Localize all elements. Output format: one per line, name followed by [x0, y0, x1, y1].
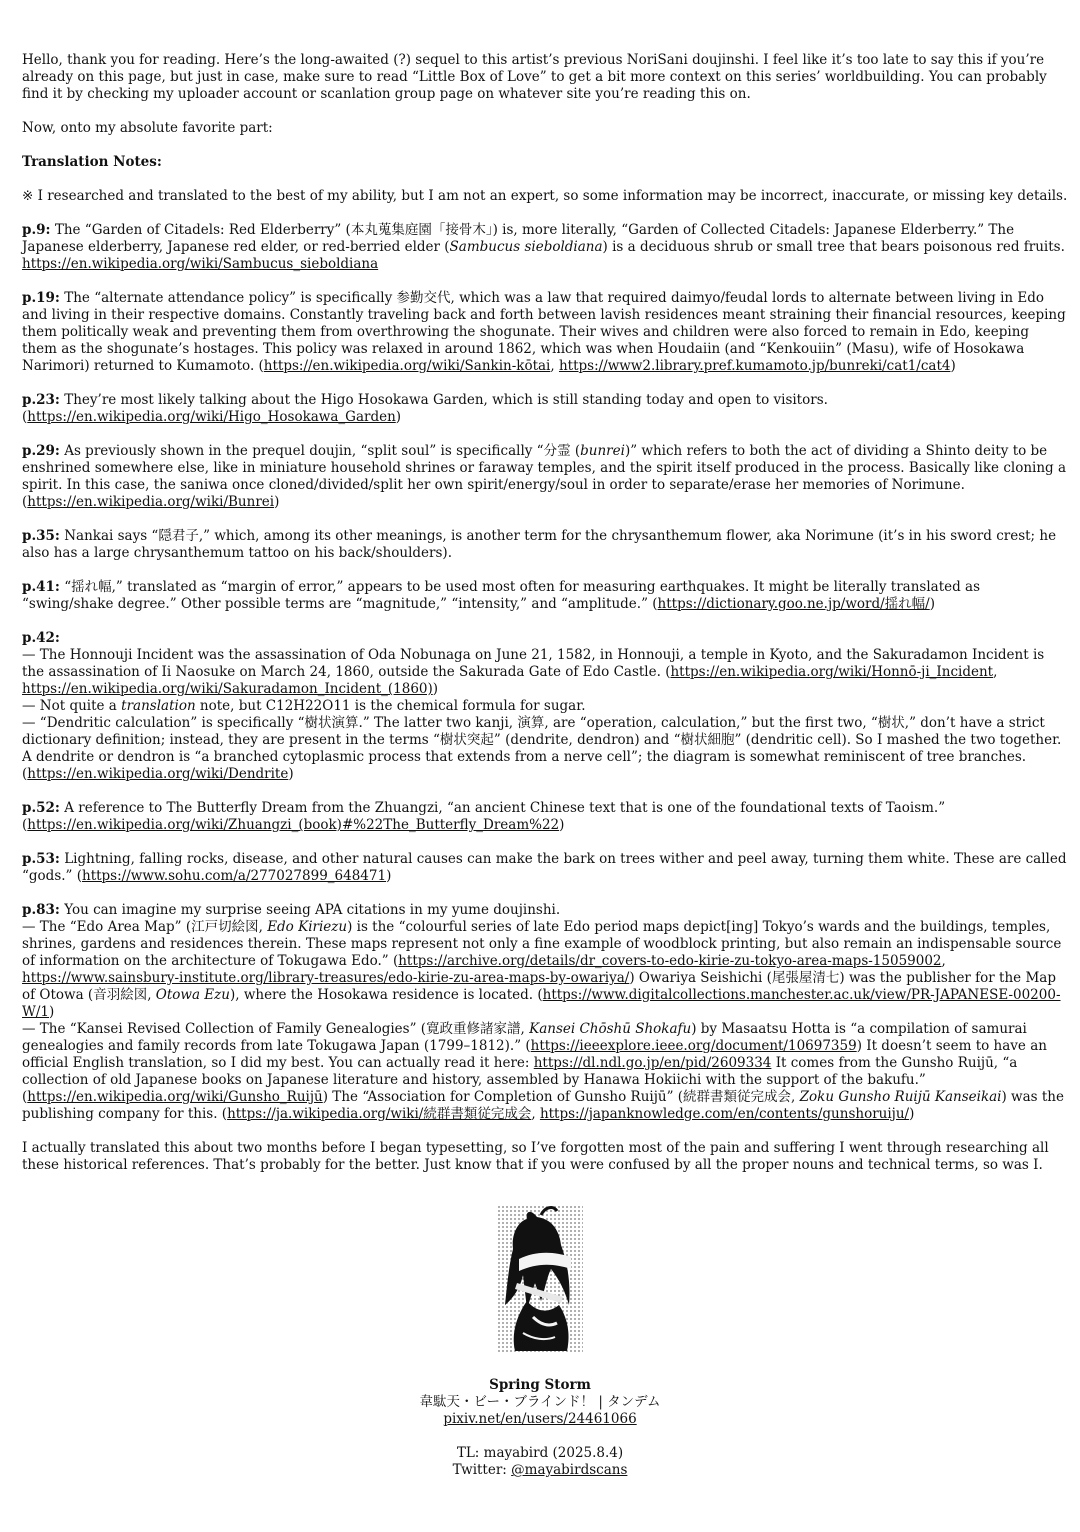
note-italic: Kansei Chōshū Shokafu	[529, 1021, 692, 1037]
note-text: ) The “Association for Completion of Gunsho Ruijū” (続群書類従完成会,	[322, 1089, 800, 1105]
link-bunrei[interactable]: https://en.wikipedia.org/wiki/Bunrei	[27, 494, 275, 510]
note-label: p.29:	[22, 443, 60, 459]
note-label: p.41:	[22, 579, 60, 595]
link-manchester-collections[interactable]: https://www.digitalcollections.manchester.ac.uk/view/PR-JAPANESE-00200-W/1	[22, 987, 1061, 1020]
note-label: p.35:	[22, 528, 60, 544]
link-sakuradamon-incident[interactable]: https://en.wikipedia.org/wiki/Sakuradamon_Incident_(1860)	[22, 681, 433, 697]
link-zhuangzi[interactable]: https://en.wikipedia.org/wiki/Zhuangzi_(book)#%22The_Butterfly_Dream%22	[27, 817, 560, 833]
note-text: )	[559, 817, 565, 833]
link-archive-edo-maps[interactable]: https://archive.org/details/dr_covers-to-edo-kirie-zu-tokyo-area-maps-15059002	[398, 953, 942, 969]
link-dendrite[interactable]: https://en.wikipedia.org/wiki/Dendrite	[27, 766, 289, 782]
link-hosokawa-garden[interactable]: https://en.wikipedia.org/wiki/Higo_Hosokawa_Garden	[27, 409, 396, 425]
note-text: It comes from the Gunsho Ruijū, “a collection of old Japanese books on Japanese literature and history, assembled by Hanawa Hokiichi with the support of the bakufu.” (	[22, 1055, 1018, 1105]
closing-paragraph: I actually translated this about two months before I began typesetting, so I’ve forgotten most of the pain and suffering I went through researching all these historical references. That’s probably for the better. Just know that if you were confused by all the proper nouns and technical terms, so was I.	[22, 1140, 1049, 1173]
note-text: ) by Masaatsu Hotta is “a compilation of samurai genealogies and family records from late Tokugawa Japan (1799–1812).” (	[22, 1021, 1027, 1054]
translator-credit: TL: mayabird (2025.8.4)	[456, 1445, 624, 1461]
note-text: ) Owariya Seishichi (尾張屋清七) was the publisher for the Map of Otowa (音羽絵図,	[22, 970, 1056, 1003]
note-p52	[22, 800, 1068, 834]
note-italic: translation	[121, 698, 196, 714]
note-text: ) is a deciduous shrub or small tree that bears poisonous red fruits.	[602, 239, 1065, 255]
note-text: — “Dendritic calculation” is specifically “樹状演算.” The latter two kanji, 演算, are “operation, calculation,” but the first two, “樹状,” don’t have a strict dictionary definition; instead, they are present in the terms “樹状突起” (dendrite, dendron) and “樹状細胞” (dendritic cell). So I mashed the two together. A dendrite or dendron is “a branched cytoplasmic process that extends from a nerve cell”; the diagram is somewhat reminiscent of tree branches. (	[22, 715, 1062, 782]
note-text: ,	[993, 664, 998, 680]
note-text: — The “Kansei Revised Collection of Family Genealogies” (寛政重修諸家譜,	[22, 1021, 530, 1037]
link-japanknowledge[interactable]: https://japanknowledge.com/en/contents/gunshoruiju/	[539, 1106, 910, 1122]
notes-heading-text: Translation Notes:	[22, 154, 162, 170]
note-p53	[22, 851, 1068, 885]
circle-name: Spring Storm	[489, 1377, 591, 1393]
note-text: — The “Edo Area Map” (江戸切絵図,	[22, 919, 268, 935]
note-text: You can imagine my surprise seeing APA citations in my yume doujinshi.	[59, 902, 561, 918]
note-text: The “alternate attendance policy” is specifically 参勤交代, which was a law that required daimyo/feudal lords to alternate between living in Edo and living in their respective domains. Constantly traveling back and forth between lavish residences meant straining their financial resources, keeping them politically weak and preventing them from overthrowing the shogunate. Their wives and children were also forced to remain in Edo, keeping them as the shogunate’s hostages. This policy was relaxed in around 1862, which was when Houdaiin (and “Kenkouiin” (Masu), wife of Hosokawa Narimori) returned to Kumamoto. (	[22, 290, 1066, 374]
link-sankin-kotai[interactable]: https://en.wikipedia.org/wiki/Sankin-kōtai	[263, 358, 551, 374]
note-text: )	[274, 494, 280, 510]
note-label: p.53:	[22, 851, 60, 867]
onto-paragraph: Now, onto my absolute favorite part:	[22, 120, 273, 136]
note-text: They’re most likely talking about the Higo Hosokawa Garden, which is still standing today and open to visitors. (	[22, 392, 828, 425]
note-italic: bunrei	[580, 443, 625, 459]
note-text: )	[950, 358, 956, 374]
character-illustration	[497, 1205, 583, 1353]
translation-notes-document	[22, 52, 1068, 1191]
note-p19	[22, 290, 1068, 375]
note-text: ) was the publishing company for this. (	[22, 1089, 1064, 1122]
note-text: ) is the “colourful series of late Edo period maps depict[ing] Tokyo’s wards and the buildings, temples, shrines, gardens and residences therein. These maps represent not only a fine example of woodblock printing, but also remain an indispensable source of information on the architecture of Tokugawa Edo.” (	[22, 919, 1062, 969]
note-text: )	[432, 681, 439, 697]
link-kumamoto-library[interactable]: https://www2.library.pref.kumamoto.jp/bunreki/cat1/cat4	[558, 358, 951, 374]
link-sambucus[interactable]: https://en.wikipedia.org/wiki/Sambucus_sieboldiana	[22, 256, 379, 272]
note-p23	[22, 392, 1068, 426]
note-text: ) It doesn’t seem to have an official English translation, so I did my best. You can actually read it here:	[22, 1038, 1047, 1071]
link-gunsho-ruiju[interactable]: https://en.wikipedia.org/wiki/Gunsho_Ruijū	[27, 1089, 323, 1105]
note-text: ), where the Hosokawa residence is located. (	[229, 987, 543, 1003]
note-label: p.23:	[22, 392, 60, 408]
link-sainsbury-institute[interactable]: https://www.sainsbury-institute.org/library-treasures/edo-kirie-zu-area-maps-by-owariya/	[22, 970, 630, 986]
note-text: )” which refers to both the act of dividing a Shinto deity to be enshrined somewhere else, like in miniature household shrines or faraway temples, and the spirit itself produced in the process. Basically like cloning a spirit. In this case, the saniwa once cloned/divided/split her own spirit/energy/soul in order to separate/erase her memories of Norimune. (	[22, 443, 1067, 510]
note-italic: Zoku Gunsho Ruijū Kanseikai	[799, 1089, 1002, 1105]
note-label: p.42:	[22, 630, 60, 646]
note-label: p.83:	[22, 902, 60, 918]
note-text: note, but C12H22O11 is the chemical formula for sugar.	[195, 698, 586, 714]
note-text: “揺れ幅,” translated as “margin of error,” appears to be used most often for measuring earthquakes. It might be literally translated as “swing/shake degree.” Other possible terms are “magnitude,” “intensity,” and “amplitude.” (	[22, 579, 981, 612]
note-text: The “Garden of Citadels: Red Elderberry” (本丸蒐集庭園「接骨木」) is, more literally, “Garden of Collected Citadels: Japanese Elderberry.” The Japanese elderberry, Japanese red elder, or red-berried elder (	[22, 222, 1015, 255]
note-p83	[22, 902, 1068, 1123]
note-italic: Edo Kiriezu	[267, 919, 348, 935]
link-ja-wikipedia[interactable]: https://ja.wikipedia.org/wiki/続群書類従完成会	[227, 1106, 532, 1122]
note-text: )	[49, 1004, 55, 1020]
link-honnoji-incident[interactable]: https://en.wikipedia.org/wiki/Honnō-ji_Incident	[670, 664, 994, 680]
note-text: Lightning, falling rocks, disease, and other natural causes can make the bark on trees wither and peel away, turning them white. These are called “gods.” (	[22, 851, 1067, 884]
twitter-prefix: Twitter:	[452, 1462, 512, 1478]
note-text: Nankai says “隠君子,” which, among its other meanings, is another term for the chrysanthemum flower, aka Norimune (it’s in his sword crest; he also has a large chrysanthemum tattoo on his back/shoulders).	[22, 528, 1057, 561]
link-ndl[interactable]: https://dl.ndl.go.jp/en/pid/2609334	[533, 1055, 772, 1071]
disclaimer-paragraph: ※ I researched and translated to the best of my ability, but I am not an expert, so some information may be incorrect, inaccurate, or missing key details.	[22, 188, 1068, 204]
note-label: p.52:	[22, 800, 60, 816]
note-text: As previously shown in the prequel doujin, “split soul” is specifically “分霊 (	[59, 443, 581, 459]
note-text: — The Honnouji Incident was the assassination of Oda Nobunaga on June 21, 1582, in Honnouji, a temple in Kyoto, and the Sakuradamon Incident is the assassination of Ii Naosuke on March 24, 1860, outside the Sakurada Gate of Edo Castle. (	[22, 647, 1045, 680]
note-text: — Not quite a	[22, 698, 122, 714]
link-sohu[interactable]: https://www.sohu.com/a/277027899_648471	[82, 868, 387, 884]
pixiv-link[interactable]: pixiv.net/en/users/24461066	[443, 1411, 637, 1427]
note-text: ,	[941, 953, 946, 969]
link-ieee[interactable]: https://ieeexplore.ieee.org/document/10697359	[530, 1038, 857, 1054]
note-p42	[22, 630, 1068, 783]
note-italic: Otowa Ezu	[155, 987, 230, 1003]
intro-paragraph: Hello, thank you for reading. Here’s the long-awaited (?) sequel to this artist’s previous NoriSani doujinshi. I feel like it’s too late to say this if you’re already on this page, but just in case, make sure to read “Little Box of Love” to get a bit more context on this series’ worldbuilding. You can probably find it by checking my uploader account or scanlation group page on whatever site you’re reading this on.	[22, 52, 1047, 102]
note-label: p.9:	[22, 222, 51, 238]
note-text: )	[929, 596, 935, 612]
note-p29	[22, 443, 1068, 511]
note-label: p.19:	[22, 290, 60, 306]
note-italic: Sambucus sieboldiana	[449, 239, 603, 255]
note-p35	[22, 528, 1068, 562]
note-text: )	[909, 1106, 915, 1122]
note-text: )	[288, 766, 294, 782]
note-text: )	[395, 409, 402, 425]
note-p41	[22, 579, 1068, 613]
credits-footer	[0, 1205, 1080, 1479]
link-goo-dictionary[interactable]: https://dictionary.goo.ne.jp/word/揺れ幅/	[657, 596, 930, 612]
note-p9	[22, 222, 1068, 273]
note-text: A reference to The Butterfly Dream from the Zhuangzi, “an ancient Chinese text that is one of the foundational texts of Taoism.” (	[22, 800, 946, 833]
twitter-handle-link[interactable]: @mayabirdscans	[511, 1462, 628, 1478]
note-text: ,	[531, 1106, 540, 1122]
artist-name: 韋駄天・ビー・ブラインド！ | タンデム	[419, 1394, 661, 1410]
note-text: ,	[550, 358, 559, 374]
note-text: )	[386, 868, 392, 884]
twitter-credit	[0, 1462, 1080, 1479]
notes-heading	[22, 154, 1068, 171]
